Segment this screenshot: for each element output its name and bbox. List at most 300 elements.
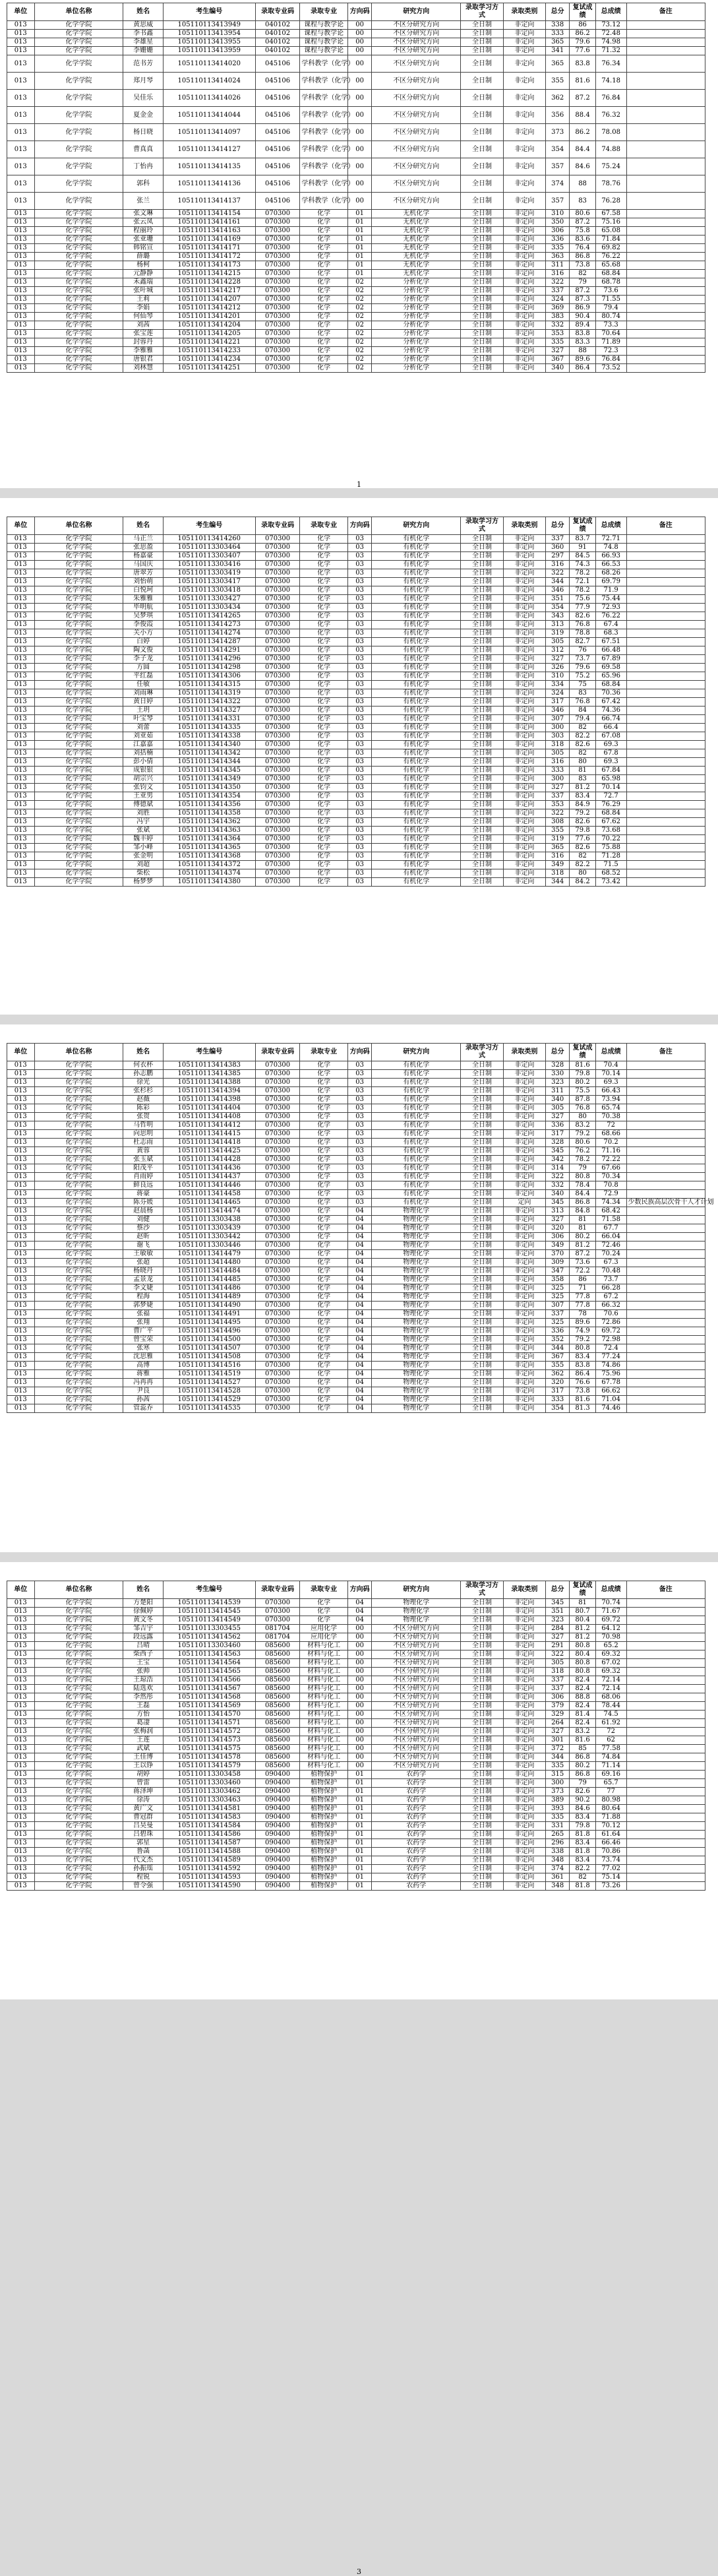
total-score-cell: 340	[546, 1190, 570, 1199]
direction-code-cell: 00	[348, 73, 372, 90]
remark-cell	[626, 1139, 705, 1147]
admission-type-cell: 非定向	[503, 1616, 545, 1625]
major-code-cell: 070300	[255, 1070, 299, 1079]
total-score-cell: 369	[546, 304, 570, 313]
final-score-cell: 68.66	[595, 1130, 626, 1139]
research-direction-cell: 物理化学	[372, 1250, 461, 1259]
student-name-cell: 曾令强	[123, 1882, 163, 1891]
unit-name-cell: 化学学院	[34, 646, 123, 655]
major-name-cell: 植物保护	[300, 1771, 348, 1779]
unit-name-cell: 化学学院	[34, 844, 123, 852]
unit-name-cell: 化学学院	[34, 792, 123, 801]
column-header: 总成绩	[595, 3, 626, 21]
remark-cell	[626, 296, 705, 304]
research-direction-cell: 不区分研究方向	[372, 1633, 461, 1642]
direction-code-cell: 03	[348, 1147, 372, 1156]
direction-code-cell: 00	[348, 1745, 372, 1753]
remark-cell	[626, 158, 705, 175]
major-code-cell: 070300	[255, 655, 299, 664]
total-score-cell: 311	[546, 1087, 570, 1096]
unit-code-cell: 013	[7, 1396, 35, 1404]
admission-type-cell: 非定向	[503, 586, 545, 595]
study-mode-cell: 全日制	[461, 1241, 503, 1250]
admission-type-cell: 非定向	[503, 1702, 545, 1711]
retest-score-cell: 72.2	[570, 1267, 595, 1276]
study-mode-cell: 全日制	[461, 90, 503, 107]
exam-id-cell: 105110113414437	[163, 1173, 255, 1181]
direction-code-cell: 03	[348, 801, 372, 809]
research-direction-cell: 物理化学	[372, 1362, 461, 1370]
total-score-cell: 354	[546, 141, 570, 158]
table-row	[7, 741, 705, 749]
table-row	[7, 1822, 705, 1831]
total-score-cell: 335	[546, 1762, 570, 1771]
admission-type-cell: 非定向	[503, 1387, 545, 1396]
final-score-cell: 67.08	[595, 732, 626, 741]
student-name-cell: 王宝	[123, 1659, 163, 1668]
major-code-cell: 070300	[255, 561, 299, 569]
research-direction-cell: 无机化学	[372, 261, 461, 270]
column-header: 备注	[626, 1044, 705, 1061]
student-name-cell: 管蕊乔	[123, 1404, 163, 1413]
retest-score-cell: 82	[570, 1873, 595, 1882]
exam-id-cell: 105110113414322	[163, 698, 255, 707]
total-score-cell: 350	[546, 218, 570, 227]
unit-name-cell: 化学学院	[34, 1396, 123, 1404]
major-name-cell: 化学	[300, 1147, 348, 1156]
research-direction-cell: 农药学	[372, 1771, 461, 1779]
page-4	[0, 1562, 718, 1999]
final-score-cell: 76.34	[595, 55, 626, 73]
unit-code-cell: 013	[7, 569, 35, 578]
table-row	[7, 356, 705, 364]
column-header: 录取专业	[300, 1044, 348, 1061]
retest-score-cell: 83.2	[570, 1121, 595, 1130]
total-score-cell: 335	[546, 338, 570, 347]
major-name-cell: 化学	[300, 313, 348, 321]
remark-cell	[626, 1865, 705, 1873]
study-mode-cell: 全日制	[461, 338, 503, 347]
direction-code-cell: 03	[348, 1070, 372, 1079]
research-direction-cell: 有机化学	[372, 604, 461, 612]
remark-cell	[626, 741, 705, 749]
final-score-cell: 70.14	[595, 1070, 626, 1079]
major-code-cell: 070300	[255, 270, 299, 278]
retest-score-cell: 80.8	[570, 1344, 595, 1353]
table-row	[7, 1139, 705, 1147]
unit-code-cell: 013	[7, 158, 35, 175]
research-direction-cell: 分析化学	[372, 321, 461, 330]
research-direction-cell: 农药学	[372, 1865, 461, 1873]
remark-cell	[626, 1848, 705, 1856]
exam-id-cell: 105110113414205	[163, 330, 255, 338]
table-header	[7, 517, 705, 535]
unit-name-cell: 化学学院	[34, 218, 123, 227]
study-mode-cell: 全日制	[461, 1616, 503, 1625]
major-name-cell: 学科教学（化学）	[300, 193, 348, 210]
study-mode-cell: 全日制	[461, 818, 503, 827]
table-row	[7, 1113, 705, 1121]
retest-score-cell: 83	[570, 775, 595, 784]
exam-id-cell: 105110113414408	[163, 1113, 255, 1121]
remark-cell	[626, 1668, 705, 1676]
remark-cell	[626, 844, 705, 852]
final-score-cell: 72.4	[595, 1344, 626, 1353]
unit-code-cell: 013	[7, 1685, 35, 1693]
table-row	[7, 1865, 705, 1873]
student-name-cell: 吕晴	[123, 1642, 163, 1650]
column-header: 方向码	[348, 517, 372, 535]
direction-code-cell: 03	[348, 604, 372, 612]
direction-code-cell: 03	[348, 1096, 372, 1104]
exam-id-cell: 105110113414340	[163, 741, 255, 749]
student-name-cell: 程锐	[123, 1873, 163, 1882]
research-direction-cell: 不区分研究方向	[372, 1702, 461, 1711]
table-row	[7, 1327, 705, 1336]
direction-code-cell: 03	[348, 586, 372, 595]
major-name-cell: 化学	[300, 296, 348, 304]
exam-id-cell: 105110113414349	[163, 775, 255, 784]
admission-type-cell: 非定向	[503, 21, 545, 30]
unit-code-cell: 013	[7, 1344, 35, 1353]
remark-cell: 少数民族高层次骨干人才计划	[626, 1199, 705, 1207]
direction-code-cell: 03	[348, 1181, 372, 1190]
study-mode-cell: 全日制	[461, 1113, 503, 1121]
remark-cell	[626, 1079, 705, 1087]
student-name-cell: 张亚珊	[123, 236, 163, 244]
direction-code-cell: 00	[348, 1762, 372, 1771]
retest-score-cell: 83	[570, 689, 595, 698]
table-row	[7, 1156, 705, 1164]
major-name-cell: 材料与化工	[300, 1702, 348, 1711]
retest-score-cell: 80	[570, 1113, 595, 1121]
major-code-cell: 070300	[255, 749, 299, 758]
exam-id-cell: 105110113414385	[163, 1070, 255, 1079]
admission-type-cell: 非定向	[503, 638, 545, 646]
final-score-cell: 72.98	[595, 1336, 626, 1344]
unit-code-cell: 013	[7, 1616, 35, 1625]
unit-code-cell: 013	[7, 1173, 35, 1181]
retest-score-cell: 86	[570, 1276, 595, 1284]
student-name-cell: 杜志雨	[123, 1139, 163, 1147]
total-score-cell: 352	[546, 1336, 570, 1344]
study-mode-cell: 全日制	[461, 724, 503, 732]
total-score-cell: 355	[546, 73, 570, 90]
retest-score-cell: 76.6	[570, 1379, 595, 1387]
major-code-cell: 070300	[255, 1087, 299, 1096]
research-direction-cell: 不区分研究方向	[372, 1625, 461, 1633]
unit-code-cell: 013	[7, 1379, 35, 1387]
major-code-cell: 070300	[255, 321, 299, 330]
research-direction-cell: 农药学	[372, 1779, 461, 1788]
retest-score-cell: 84	[570, 707, 595, 715]
unit-name-cell: 化学学院	[34, 561, 123, 569]
research-direction-cell: 有机化学	[372, 1173, 461, 1181]
student-name-cell: 张斌	[123, 827, 163, 835]
final-score-cell: 74.46	[595, 1404, 626, 1413]
study-mode-cell: 全日制	[461, 775, 503, 784]
major-name-cell: 化学	[300, 681, 348, 689]
research-direction-cell: 物理化学	[372, 1336, 461, 1344]
table-row	[7, 801, 705, 809]
total-score-cell: 337	[546, 287, 570, 296]
retest-score-cell: 80	[570, 869, 595, 878]
unit-code-cell: 013	[7, 1813, 35, 1822]
final-score-cell: 73.74	[595, 1856, 626, 1865]
admission-type-cell: 非定向	[503, 73, 545, 90]
major-name-cell: 化学	[300, 1276, 348, 1284]
student-name-cell: 鲜良远	[123, 1181, 163, 1190]
admission-type-cell: 非定向	[503, 1139, 545, 1147]
exam-id-cell: 105110113414383	[163, 1061, 255, 1070]
major-code-cell: 070300	[255, 612, 299, 621]
direction-code-cell: 01	[348, 1771, 372, 1779]
student-name-cell: 白悦珂	[123, 586, 163, 595]
research-direction-cell: 农药学	[372, 1805, 461, 1813]
student-name-cell: 肖雨婷	[123, 1173, 163, 1181]
direction-code-cell: 00	[348, 141, 372, 158]
major-code-cell: 070300	[255, 1079, 299, 1087]
study-mode-cell: 全日制	[461, 1224, 503, 1233]
study-mode-cell: 全日制	[461, 1130, 503, 1139]
major-name-cell: 材料与化工	[300, 1753, 348, 1762]
remark-cell	[626, 535, 705, 544]
admission-type-cell: 非定向	[503, 1668, 545, 1676]
major-name-cell: 化学	[300, 1267, 348, 1276]
direction-code-cell: 04	[348, 1370, 372, 1379]
admission-type-cell: 非定向	[503, 767, 545, 775]
retest-score-cell: 78.2	[570, 586, 595, 595]
student-name-cell: 刘雨琳	[123, 689, 163, 698]
research-direction-cell: 无机化学	[372, 227, 461, 236]
final-score-cell: 74.18	[595, 73, 626, 90]
retest-score-cell: 84.4	[570, 141, 595, 158]
final-score-cell: 61.92	[595, 1719, 626, 1728]
retest-score-cell: 89.6	[570, 1319, 595, 1327]
study-mode-cell: 全日制	[461, 1259, 503, 1267]
direction-code-cell: 03	[348, 1164, 372, 1173]
unit-code-cell: 013	[7, 1207, 35, 1216]
research-direction-cell: 无机化学	[372, 253, 461, 261]
total-score-cell: 393	[546, 1805, 570, 1813]
study-mode-cell: 全日制	[461, 1659, 503, 1668]
remark-cell	[626, 90, 705, 107]
total-score-cell: 345	[546, 1147, 570, 1156]
retest-score-cell: 86.8	[570, 1199, 595, 1207]
major-name-cell: 植物保护	[300, 1788, 348, 1796]
research-direction-cell: 无机化学	[372, 244, 461, 253]
study-mode-cell: 全日制	[461, 681, 503, 689]
table-row	[7, 1873, 705, 1882]
student-name-cell: 曾宝荣	[123, 1336, 163, 1344]
major-name-cell: 化学	[300, 1096, 348, 1104]
final-score-cell: 75.44	[595, 595, 626, 604]
unit-code-cell: 013	[7, 227, 35, 236]
unit-name-cell: 化学学院	[34, 861, 123, 869]
study-mode-cell: 全日制	[461, 552, 503, 561]
major-name-cell: 植物保护	[300, 1856, 348, 1865]
unit-name-cell: 化学学院	[34, 1873, 123, 1882]
remark-cell	[626, 1147, 705, 1156]
major-name-cell: 化学	[300, 236, 348, 244]
admission-type-cell: 非定向	[503, 1608, 545, 1616]
exam-id-cell: 105110113414571	[163, 1719, 255, 1728]
remark-cell	[626, 253, 705, 261]
column-header: 录取专业	[300, 3, 348, 21]
retest-score-cell: 82.6	[570, 612, 595, 621]
research-direction-cell: 有机化学	[372, 707, 461, 715]
student-name-cell: 张玉斌	[123, 1156, 163, 1164]
research-direction-cell: 不区分研究方向	[372, 107, 461, 124]
student-name-cell: 赵晨杨	[123, 1207, 163, 1216]
study-mode-cell: 全日制	[461, 278, 503, 287]
research-direction-cell: 物理化学	[372, 1344, 461, 1353]
final-score-cell: 80.64	[595, 1805, 626, 1813]
research-direction-cell: 分析化学	[372, 287, 461, 296]
remark-cell	[626, 1831, 705, 1839]
unit-code-cell: 013	[7, 827, 35, 835]
final-score-cell: 67.7	[595, 1224, 626, 1233]
unit-code-cell: 013	[7, 1233, 35, 1241]
admission-type-cell: 非定向	[503, 1113, 545, 1121]
study-mode-cell: 全日制	[461, 1276, 503, 1284]
research-direction-cell: 物理化学	[372, 1267, 461, 1276]
student-name-cell: 成银银	[123, 767, 163, 775]
final-score-cell: 68.84	[595, 809, 626, 818]
table-row	[7, 749, 705, 758]
exam-id-cell: 105110113413955	[163, 38, 255, 47]
major-name-cell: 材料与化工	[300, 1693, 348, 1702]
final-score-cell: 69.82	[595, 244, 626, 253]
total-score-cell: 337	[546, 535, 570, 544]
research-direction-cell: 农药学	[372, 1848, 461, 1856]
retest-score-cell: 79	[570, 278, 595, 287]
direction-code-cell: 04	[348, 1207, 372, 1216]
research-direction-cell: 不区分研究方向	[372, 1728, 461, 1736]
study-mode-cell: 全日制	[461, 792, 503, 801]
unit-name-cell: 化学学院	[34, 749, 123, 758]
exam-id-cell: 105110113414581	[163, 1805, 255, 1813]
major-name-cell: 化学	[300, 1121, 348, 1130]
total-score-cell: 338	[546, 21, 570, 30]
unit-name-cell: 化学学院	[34, 1199, 123, 1207]
major-name-cell: 化学	[300, 218, 348, 227]
final-score-cell: 70.12	[595, 1822, 626, 1831]
unit-name-cell: 化学学院	[34, 1259, 123, 1267]
admission-type-cell: 非定向	[503, 604, 545, 612]
student-name-cell: 蔡沙	[123, 1224, 163, 1233]
unit-name-cell: 化学学院	[34, 1779, 123, 1788]
exam-id-cell: 105110113303460	[163, 1779, 255, 1788]
table-row	[7, 818, 705, 827]
research-direction-cell: 不区分研究方向	[372, 141, 461, 158]
direction-code-cell: 03	[348, 784, 372, 792]
unit-code-cell: 013	[7, 578, 35, 586]
table-row	[7, 1233, 705, 1241]
admission-type-cell: 非定向	[503, 1753, 545, 1762]
research-direction-cell: 有机化学	[372, 1199, 461, 1207]
admission-type-cell: 非定向	[503, 1762, 545, 1771]
column-header: 单位	[7, 1044, 35, 1061]
total-score-cell: 325	[546, 1284, 570, 1293]
total-score-cell: 357	[546, 158, 570, 175]
direction-code-cell: 03	[348, 646, 372, 655]
direction-code-cell: 04	[348, 1599, 372, 1608]
total-score-cell: 328	[546, 1139, 570, 1147]
student-name-cell: 蒋泽坤	[123, 1788, 163, 1796]
direction-code-cell: 01	[348, 1813, 372, 1822]
retest-score-cell: 80.8	[570, 1642, 595, 1650]
remark-cell	[626, 827, 705, 835]
major-name-cell: 化学	[300, 612, 348, 621]
direction-code-cell: 03	[348, 707, 372, 715]
remark-cell	[626, 1173, 705, 1181]
student-name-cell: 杨日晓	[123, 124, 163, 141]
direction-code-cell: 00	[348, 1719, 372, 1728]
major-code-cell: 070300	[255, 1404, 299, 1413]
major-code-cell: 070300	[255, 792, 299, 801]
final-score-cell: 72.93	[595, 604, 626, 612]
final-score-cell: 74.5	[595, 1711, 626, 1719]
total-score-cell: 355	[546, 1362, 570, 1370]
major-code-cell: 070300	[255, 578, 299, 586]
student-name-cell: 方圆	[123, 664, 163, 672]
retest-score-cell: 79.8	[570, 1822, 595, 1831]
student-name-cell: 王磊	[123, 1702, 163, 1711]
study-mode-cell: 全日制	[461, 878, 503, 887]
major-code-cell: 070300	[255, 1353, 299, 1362]
total-score-cell: 373	[546, 1788, 570, 1796]
unit-name-cell: 化学学院	[34, 1156, 123, 1164]
major-name-cell: 化学	[300, 1241, 348, 1250]
remark-cell	[626, 1224, 705, 1233]
final-score-cell: 76.22	[595, 612, 626, 621]
research-direction-cell: 物理化学	[372, 1616, 461, 1625]
research-direction-cell: 农药学	[372, 1813, 461, 1822]
research-direction-cell: 分析化学	[372, 356, 461, 364]
research-direction-cell: 不区分研究方向	[372, 1693, 461, 1702]
admission-type-cell: 非定向	[503, 227, 545, 236]
table-row	[7, 1104, 705, 1113]
unit-name-cell: 化学学院	[34, 681, 123, 689]
total-score-cell: 310	[546, 672, 570, 681]
exam-id-cell: 105110113414169	[163, 236, 255, 244]
major-code-cell: 040102	[255, 21, 299, 30]
total-score-cell: 303	[546, 732, 570, 741]
exam-id-cell: 105110113414564	[163, 1659, 255, 1668]
retest-score-cell: 84.5	[570, 552, 595, 561]
exam-id-cell: 105110113414127	[163, 141, 255, 158]
direction-code-cell: 04	[348, 1302, 372, 1310]
retest-score-cell: 82.4	[570, 1685, 595, 1693]
major-code-cell: 070300	[255, 1310, 299, 1319]
study-mode-cell: 全日制	[461, 1096, 503, 1104]
column-header: 录取专业	[300, 517, 348, 535]
retest-score-cell: 88	[570, 347, 595, 356]
admission-type-cell: 非定向	[503, 1719, 545, 1728]
final-score-cell: 69.32	[595, 1650, 626, 1659]
unit-code-cell: 013	[7, 1190, 35, 1199]
major-name-cell: 化学	[300, 646, 348, 655]
retest-score-cell: 83	[570, 193, 595, 210]
admission-type-cell: 非定向	[503, 792, 545, 801]
student-name-cell: 白婷	[123, 638, 163, 646]
table-row	[7, 347, 705, 356]
major-code-cell: 085600	[255, 1659, 299, 1668]
unit-code-cell: 013	[7, 1599, 35, 1608]
unit-name-cell: 化学学院	[34, 758, 123, 767]
total-score-cell: 315	[546, 1771, 570, 1779]
